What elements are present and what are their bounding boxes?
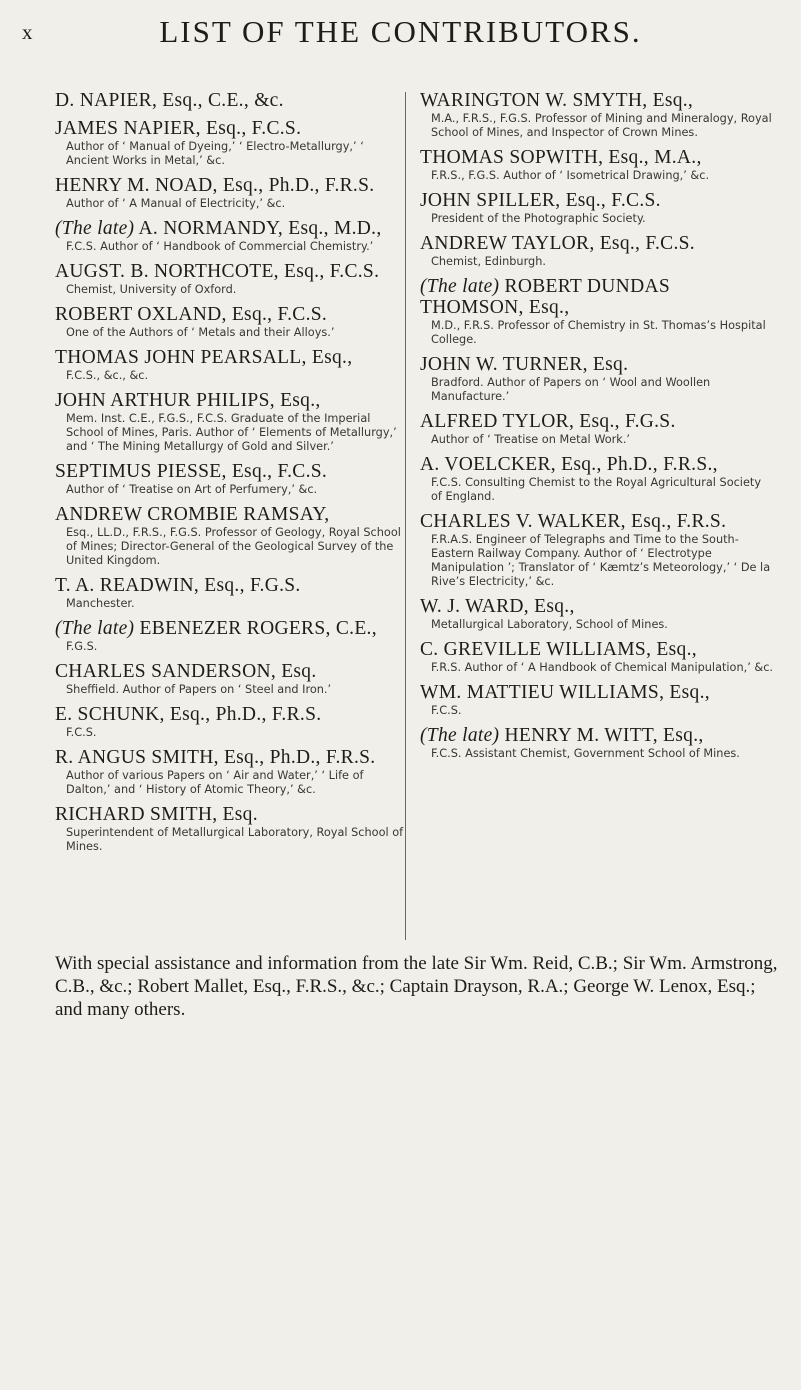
- contributor-description: Author of ‘ Treatise on Art of Perfumery,’ &c.: [66, 483, 318, 496]
- contributor-description: Author of ‘ Treatise on Metal Work.’: [431, 433, 631, 446]
- contributor-description: F.C.S. Consulting Chemist to the Royal Agricultural Society of England.: [431, 476, 762, 503]
- contributor-name-text: T. A. READWIN, Esq., F.G.S.: [55, 575, 301, 596]
- contributor-entry: [55, 575, 405, 611]
- contributor-name: [420, 682, 775, 703]
- contributor-description: F.C.S.: [66, 726, 97, 739]
- contributor-name: [55, 575, 405, 596]
- contributor-description: Chemist, Edinburgh.: [431, 255, 546, 268]
- contributor-description: Chemist, University of Oxford.: [66, 283, 237, 296]
- contributor-name: [55, 704, 405, 725]
- contributor-name: [55, 390, 405, 411]
- contributor-name-text: CHARLES SANDERSON, Esq.: [55, 661, 317, 682]
- contributor-name-text: ANDREW TAYLOR, Esq., F.C.S.: [420, 233, 695, 254]
- right-column: [420, 90, 775, 768]
- contributor-description: M.A., F.R.S., F.G.S. Professor of Mining and Mineralogy, Royal School of Mines, and Inspector of Crown Mines.: [431, 112, 772, 139]
- contributor-description: President of the Photographic Society.: [431, 212, 646, 225]
- contributor-name: [420, 190, 775, 211]
- contributor-prefix: (The late): [55, 218, 135, 239]
- contributor-name: [55, 304, 405, 325]
- contributor-entry: [55, 218, 405, 254]
- contributor-entry: [420, 596, 775, 632]
- contributor-name-text: THOMAS SOPWITH, Esq., M.A.,: [420, 147, 702, 168]
- contributor-entry: [55, 261, 405, 297]
- contributor-name: [55, 504, 405, 525]
- contributor-name-text: R. ANGUS SMITH, Esq., Ph.D., F.R.S.: [55, 747, 376, 768]
- contributor-name-text: JAMES NAPIER, Esq., F.C.S.: [55, 118, 302, 139]
- page-number: x: [22, 20, 34, 44]
- contributor-description: One of the Authors of ‘ Metals and their Alloys.’: [66, 326, 335, 339]
- contributor-name: [55, 118, 405, 139]
- contributor-name-text: E. SCHUNK, Esq., Ph.D., F.R.S.: [55, 704, 322, 725]
- contributor-description: Metallurgical Laboratory, School of Mines.: [431, 618, 668, 631]
- contributor-entry: [55, 175, 405, 211]
- contributor-name-text: A. VOELCKER, Esq., Ph.D., F.R.S.,: [420, 454, 718, 475]
- contributor-entry: [420, 511, 775, 589]
- contributor-name: [420, 233, 775, 254]
- contributor-entry: [55, 704, 405, 740]
- contributor-entry: [420, 276, 775, 347]
- contributor-entry: [420, 454, 775, 504]
- contributor-name-text: ALFRED TYLOR, Esq., F.G.S.: [420, 411, 676, 432]
- contributor-description: F.G.S.: [66, 640, 98, 653]
- contributor-name-text: ANDREW CROMBIE RAMSAY,: [55, 504, 330, 525]
- contributor-name: [55, 661, 405, 682]
- contributor-entry: [55, 504, 405, 568]
- contributor-name: [55, 804, 405, 825]
- contributor-name: [420, 354, 775, 375]
- contributor-entry: [420, 147, 775, 183]
- contributor-entry: [55, 747, 405, 797]
- contributor-entry: [55, 90, 405, 111]
- contributor-name-text: C. GREVILLE WILLIAMS, Esq.,: [420, 639, 697, 660]
- contributor-description: Author of various Papers on ‘ Air and Water,’ ‘ Life of Dalton,’ and ‘ History of Atomic Theory,’ &c.: [66, 769, 364, 796]
- contributor-entry: [55, 618, 405, 654]
- contributor-entry: [55, 804, 405, 854]
- contributor-prefix: (The late): [420, 725, 500, 746]
- contributor-description: Sheffield. Author of Papers on ‘ Steel and Iron.’: [66, 683, 332, 696]
- contributor-description: F.C.S. Author of ‘ Handbook of Commercial Chemistry.’: [66, 240, 374, 253]
- contributor-description: M.D., F.R.S. Professor of Chemistry in St. Thomas’s Hospital College.: [431, 319, 766, 346]
- contributor-name-text: HENRY M. WITT, Esq.,: [504, 725, 704, 746]
- contributor-name-text: THOMAS JOHN PEARSALL, Esq.,: [55, 347, 353, 368]
- contributor-entry: [55, 461, 405, 497]
- contributor-name: [420, 454, 775, 475]
- contributor-name-text: ROBERT DUNDAS THOMSON, Esq.,: [420, 276, 670, 318]
- contributor-name-text: HENRY M. NOAD, Esq., Ph.D., F.R.S.: [55, 175, 375, 196]
- contributor-description: Author of ‘ Manual of Dyeing,’ ‘ Electro-Metallurgy,’ ‘ Ancient Works in Metal,’ &c.: [66, 140, 364, 167]
- contributor-name-text: W. J. WARD, Esq.,: [420, 596, 575, 617]
- contributor-description: F.C.S.: [431, 704, 462, 717]
- contributor-name: [55, 618, 405, 639]
- contributor-name: [55, 347, 405, 368]
- contributor-description: F.R.S., F.G.S. Author of ‘ Isometrical Drawing,’ &c.: [431, 169, 710, 182]
- contributor-description: Superintendent of Metallurgical Laboratory, Royal School of Mines.: [66, 826, 404, 853]
- contributor-entry: [420, 725, 775, 761]
- contributor-description: F.C.S., &c., &c.: [66, 369, 149, 382]
- page-header: [0, 8, 801, 49]
- contributor-name-text: CHARLES V. WALKER, Esq., F.R.S.: [420, 511, 727, 532]
- contributor-description: F.C.S. Assistant Chemist, Government School of Mines.: [431, 747, 740, 760]
- contributor-entry: [55, 390, 405, 454]
- contributor-description: Bradford. Author of Papers on ‘ Wool and Woollen Manufacture.’: [431, 376, 711, 403]
- contributor-entry: [420, 682, 775, 718]
- contributor-name: [55, 218, 405, 239]
- contributor-entry: [55, 118, 405, 168]
- contributor-name: [420, 411, 775, 432]
- contributor-description: Mem. Inst. C.E., F.G.S., F.C.S. Graduate of the Imperial School of Mines, Paris. Author of ‘ Elements of Metallurgy,’ and ‘ The Mining Metallurgy of Gold and Silver.’: [66, 412, 397, 453]
- contributor-name-text: A. NORMANDY, Esq., M.D.,: [138, 218, 382, 239]
- contributor-description: F.R.S. Author of ‘ A Handbook of Chemical Manipulation,’ &c.: [431, 661, 774, 674]
- contributor-entry: [55, 347, 405, 383]
- contributor-entry: [55, 304, 405, 340]
- contributor-name-text: ROBERT OXLAND, Esq., F.C.S.: [55, 304, 328, 325]
- contributor-prefix: (The late): [55, 618, 135, 639]
- contributor-description: Author of ‘ A Manual of Electricity,’ &c.: [66, 197, 286, 210]
- contributor-name: [55, 90, 405, 111]
- contributor-name-text: SEPTIMUS PIESSE, Esq., F.C.S.: [55, 461, 328, 482]
- page-title: LIST OF THE CONTRIBUTORS.: [159, 14, 642, 49]
- contributor-name-text: JOHN SPILLER, Esq., F.C.S.: [420, 190, 661, 211]
- contributor-name-text: JOHN W. TURNER, Esq.: [420, 354, 629, 375]
- contributor-name: [55, 261, 405, 282]
- contributor-name-text: EBENEZER ROGERS, C.E.,: [139, 618, 377, 639]
- contributor-name: [420, 90, 775, 111]
- contributor-entry: [420, 90, 775, 140]
- contributor-name: [420, 596, 775, 617]
- contributor-description: F.R.A.S. Engineer of Telegraphs and Time to the South-Eastern Railway Company. Author of ‘ Electrotype Manipulation ’; Translator of ‘ Kæmtz’s Meteorology,’ ‘ De la Rive’s Electricity,’ &c.: [431, 533, 771, 588]
- contributor-name: [420, 639, 775, 660]
- contributor-name: [420, 725, 775, 746]
- contributor-name-text: D. NAPIER, Esq., C.E., &c.: [55, 90, 284, 111]
- contributor-name: [55, 747, 405, 768]
- contributor-name-text: JOHN ARTHUR PHILIPS, Esq.,: [55, 390, 321, 411]
- contributor-entry: [420, 233, 775, 269]
- contributor-description: Manchester.: [66, 597, 135, 610]
- contributor-entry: [55, 661, 405, 697]
- left-column: [55, 90, 405, 861]
- contributor-prefix: (The late): [420, 276, 500, 297]
- column-divider: [405, 92, 406, 940]
- contributor-entry: [420, 639, 775, 675]
- contributor-name: [420, 147, 775, 168]
- contributor-entry: [420, 411, 775, 447]
- acknowledgement-paragraph: With special assistance and information from the late Sir Wm. Reid, C.B.; Sir Wm. Armstrong, C.B., &c.; Robert Mallet, Esq., F.R.S., &c.; Captain Drayson, R.A.; George W. Lenox, Esq.; and many others.: [55, 953, 778, 1020]
- contributor-name: [55, 175, 405, 196]
- contributor-name-text: RICHARD SMITH, Esq.: [55, 804, 258, 825]
- contributor-name-text: WARINGTON W. SMYTH, Esq.,: [420, 90, 694, 111]
- contributor-name: [420, 511, 775, 532]
- contributor-name: [420, 276, 775, 318]
- contributor-entry: [420, 190, 775, 226]
- contributor-name-text: WM. MATTIEU WILLIAMS, Esq.,: [420, 682, 710, 703]
- contributor-entry: [420, 354, 775, 404]
- contributor-description: Esq., LL.D., F.R.S., F.G.S. Professor of Geology, Royal School of Mines; Director-General of the Geological Survey of the United Kingdom.: [66, 526, 401, 567]
- contributor-name-text: AUGST. B. NORTHCOTE, Esq., F.C.S.: [55, 261, 380, 282]
- contributor-name: [55, 461, 405, 482]
